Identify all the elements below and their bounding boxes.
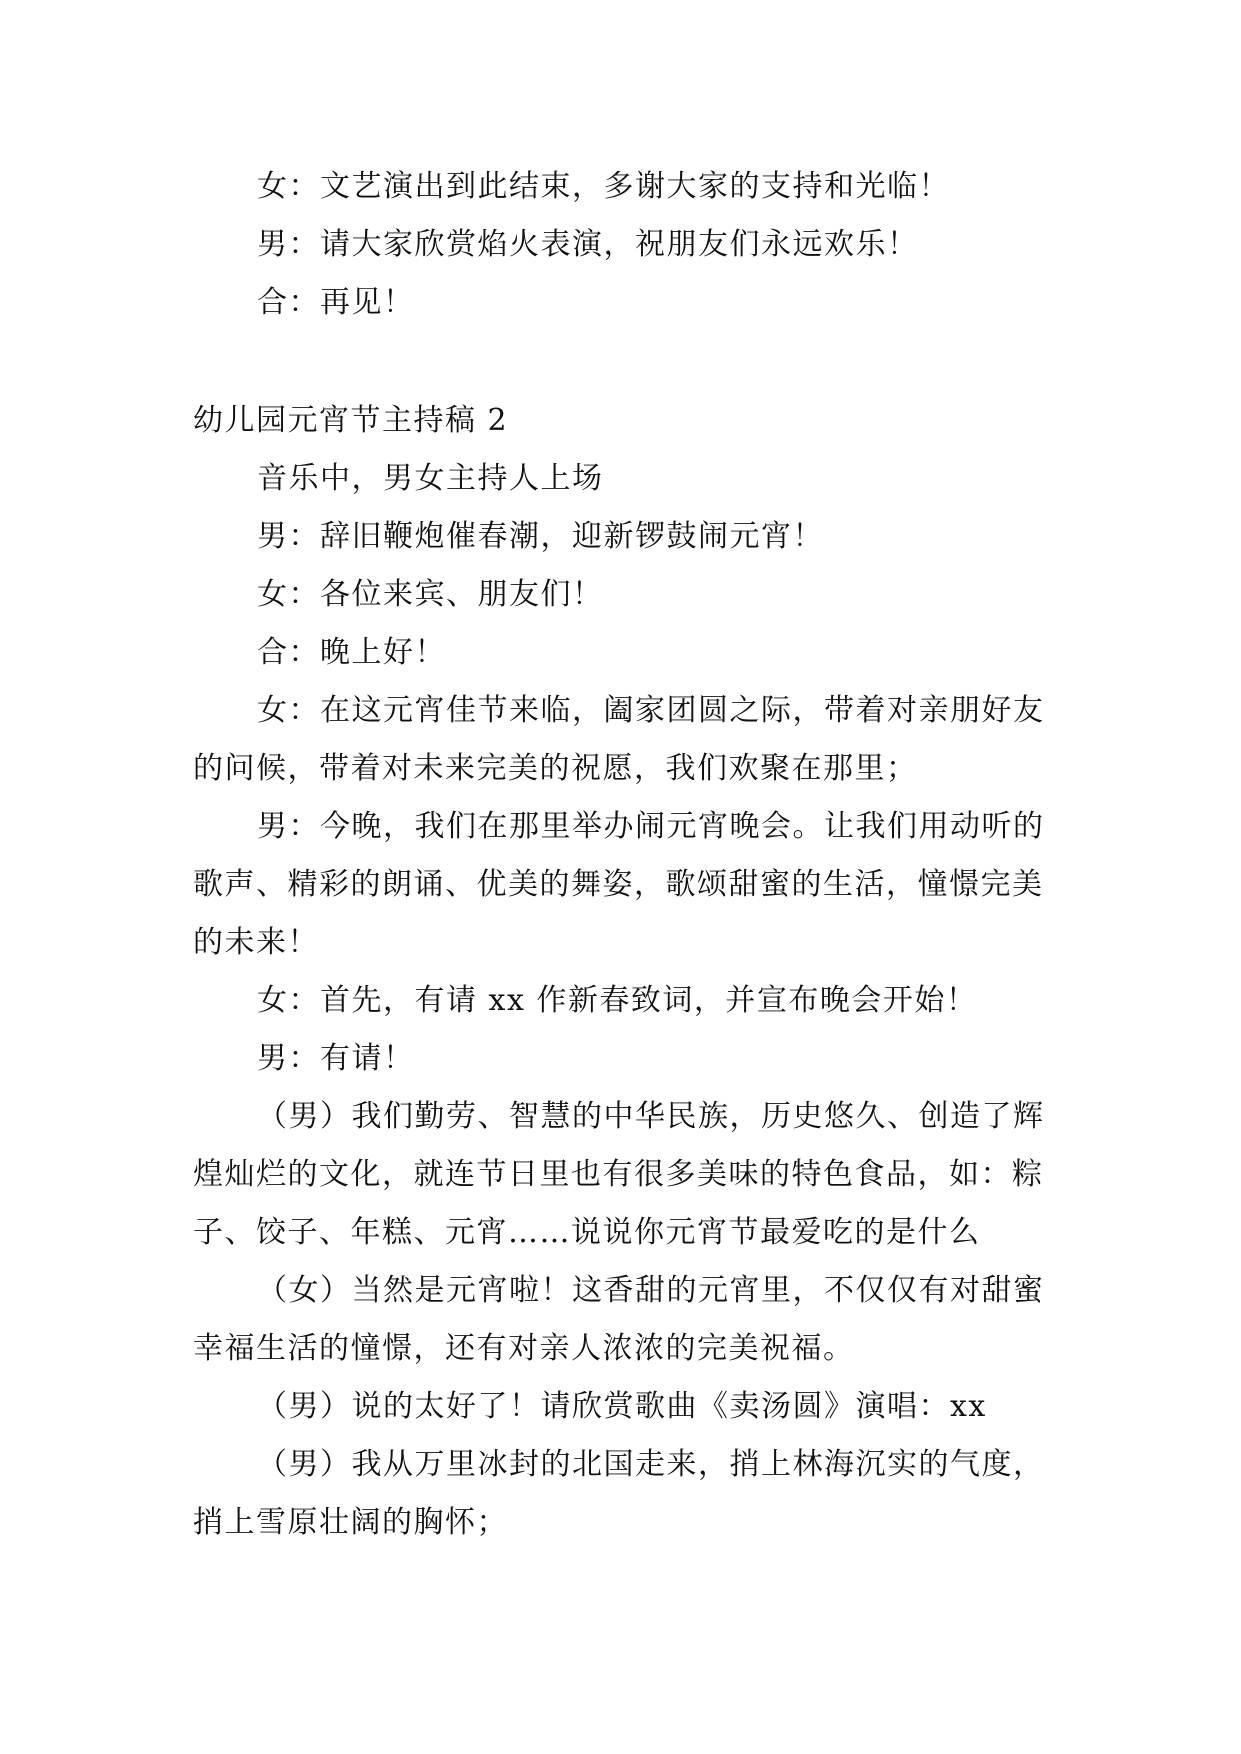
- dialogue-line: 男：请大家欣赏焰火表演，祝朋友们永远欢乐！: [257, 227, 919, 262]
- paragraph: （女）当然是元宵啦！这香甜的元宵里，不仅仅有对甜蜜幸福生活的憧憬，还有对亲人浓浓的完美祝福。: [193, 1273, 1045, 1366]
- paragraph: 男：辞旧鞭炮催春潮，迎新锣鼓闹元宵！: [257, 519, 824, 554]
- closing-dialogue: [193, 158, 1055, 332]
- dialogue-line: 合：再见！: [257, 285, 415, 320]
- dialogue-line: 女：文艺演出到此结束，多谢大家的支持和光临！: [257, 169, 950, 204]
- paragraph: 男：有请！: [257, 1041, 415, 1076]
- paragraph: 合：晚上好！: [257, 635, 446, 670]
- script-section: [193, 392, 1055, 1552]
- paragraph: 音乐中，男女主持人上场: [257, 461, 604, 496]
- paragraph: 女：各位来宾、朋友们！: [257, 577, 604, 612]
- paragraph: 男：今晚，我们在那里举办闹元宵晚会。让我们用动听的歌声、精彩的朗诵、优美的舞姿，歌颂甜蜜的生活，憧憬完美的未来！: [193, 809, 1045, 960]
- paragraph: （男）我们勤劳、智慧的中华民族，历史悠久、创造了辉煌灿烂的文化，就连节日里也有很多美味的特色食品，如：粽子、饺子、年糕、元宵……说说你元宵节最爱吃的是什么: [193, 1099, 1045, 1250]
- paragraph: （男）说的太好了！请欣赏歌曲《卖汤圆》演唱：xx: [257, 1389, 987, 1424]
- paragraph: 女：在这元宵佳节来临，阖家团圆之际，带着对亲朋好友的问候，带着对未来完美的祝愿，我们欢聚在那里；: [193, 693, 1045, 786]
- section-title: 幼儿园元宵节主持稿 2: [193, 403, 509, 438]
- paragraph: （男）我从万里冰封的北国走来，捎上林海沉实的气度，捎上雪原壮阔的胸怀；: [193, 1447, 1045, 1540]
- paragraph: 女：首先，有请 xx 作新春致词，并宣布晚会开始！: [257, 983, 978, 1018]
